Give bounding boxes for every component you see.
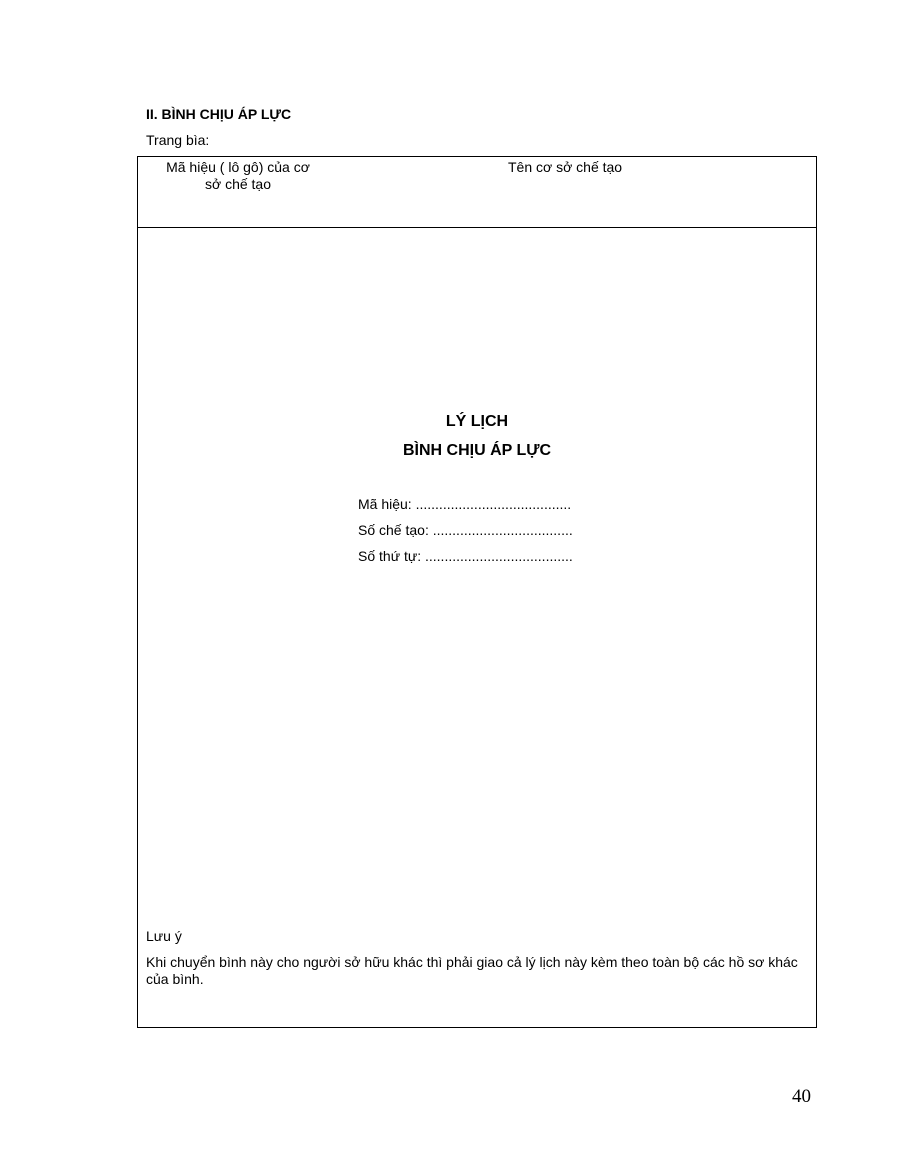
note-text: Khi chuyển bình này cho người sở hữu khác thì phải giao cả lý lịch này kèm theo toàn bộ các hồ sơ khác của bình. (146, 954, 798, 987)
field-code: Mã hiệu: ........................................ (358, 496, 572, 512)
field-serial: Số chế tạo: .................................... (358, 522, 573, 538)
note-heading: Lưu ý (146, 928, 182, 944)
title-line2: BÌNH CHỊU ÁP LỰC (402, 442, 552, 459)
header-row (138, 157, 816, 228)
maker-name-label: Tên cơ sở chế tạo (508, 159, 623, 175)
cover-form-box (137, 156, 817, 1028)
title-line1: LÝ LỊCH (445, 413, 509, 430)
logo-cell-line1: Mã hiệu ( lô gô) của cơ (166, 159, 310, 175)
section-heading: II. BÌNH CHỊU ÁP LỰC (146, 106, 292, 122)
field-order: Số thứ tự: ...................................... (358, 548, 573, 564)
logo-cell-line2: sở chế tạo (205, 176, 271, 192)
logo-cell (153, 159, 323, 193)
document-title (138, 407, 816, 465)
identification-fields (358, 491, 573, 569)
page-number: 40 (792, 1086, 811, 1107)
cover-label: Trang bìa: (146, 132, 210, 148)
